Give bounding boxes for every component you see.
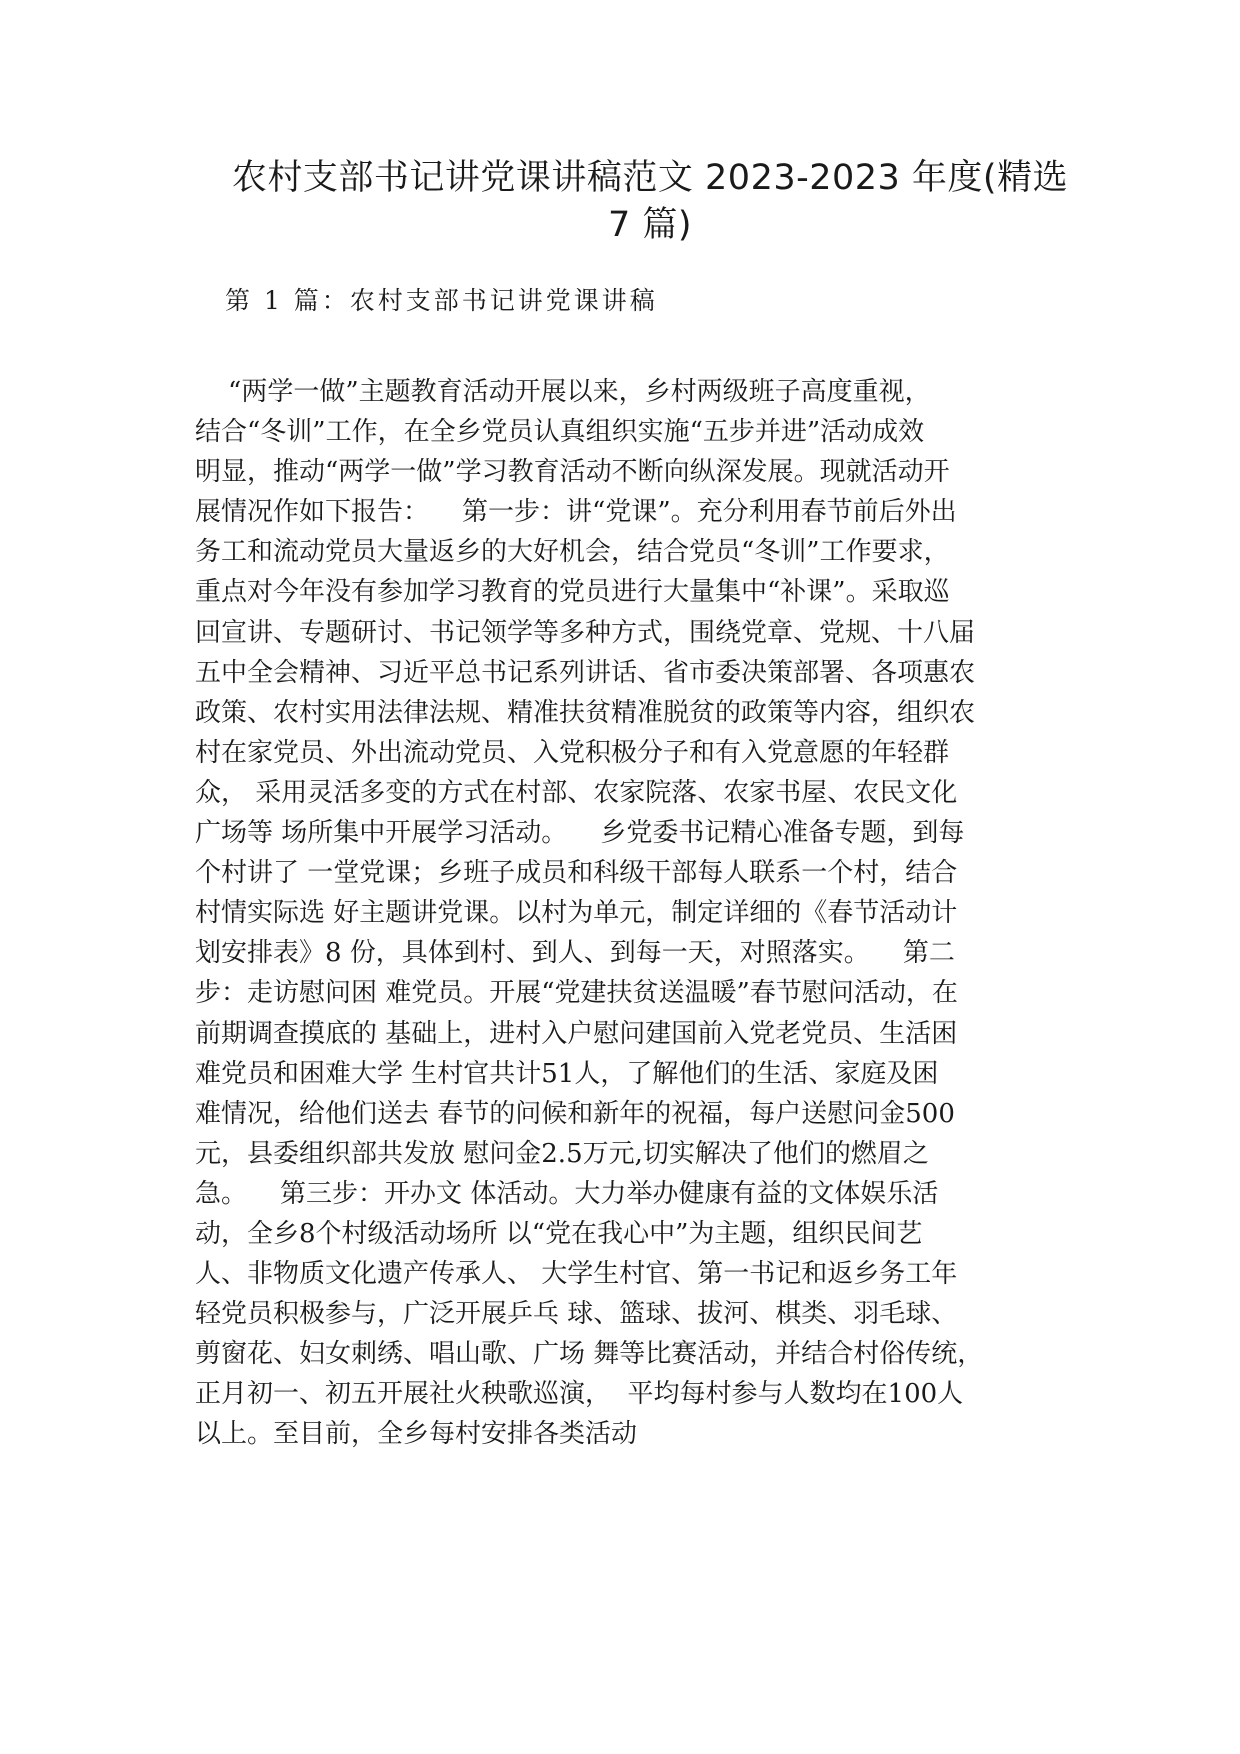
body-text-line: 正月初一、初五开展社火秧歌巡演， 平均每村参与人数均在100人 xyxy=(195,1379,964,1410)
body-text-line: 元，县委组织部共发放 慰问金2.5万元,切实解决了他们的燃眉之 xyxy=(195,1138,929,1169)
document-title-line: 农村支部书记讲党课讲稿范文 2023-2023 年度(精选 xyxy=(231,158,1069,198)
body-text-line: 众， 采用灵活多变的方式在村部、农家院落、农家书屋、农民文化 xyxy=(195,777,958,808)
body-text-line: 村情实际选 好主题讲党课。以村为单元，制定详细的《春节活动计 xyxy=(195,898,958,929)
body-text-line: 广场等 场所集中开展学习活动。 乡党委书记精心准备专题，到每 xyxy=(195,818,965,849)
body-text-line: 人、非物质文化遗产传承人、 大学生村官、第一书记和返乡务工年 xyxy=(195,1259,958,1290)
body-text-line: 划安排表》8 份，具体到村、到人、到每一天，对照落实。 第二 xyxy=(195,938,955,969)
body-text-line: 明显，推动“两学一做”学习教育活动不断向纵深发展。现就活动开 xyxy=(195,457,950,488)
body-text-line: 步：走访慰问困 难党员。开展“党建扶贫送温暖”春节慰问活动，在 xyxy=(195,978,958,1009)
body-text-line: 政策、农村实用法律法规、精准扶贫精准脱贫的政策等内容，组织农 xyxy=(195,697,976,728)
body-text-line: 难情况，给他们送去 春节的问候和新年的祝福，每户送慰问金500 xyxy=(195,1098,955,1129)
document-title-line: 7 篇) xyxy=(607,205,693,245)
body-text-line: 前期调查摸底的 基础上，进村入户慰问建国前入党老党员、生活困 xyxy=(195,1018,958,1049)
body-text-line: 轻党员积极参与，广泛开展乒乓 球、篮球、拔河、棋类、羽毛球、 xyxy=(195,1299,958,1330)
body-text-line: 个村讲了 一堂党课；乡班子成员和科级干部每人联系一个村，结合 xyxy=(195,858,958,889)
chapter-heading: 第 1 篇：农村支部书记讲党课讲稿 xyxy=(225,286,658,315)
body-text-line: 重点对今年没有参加学习教育的党员进行大量集中“补课”。采取巡 xyxy=(195,577,950,608)
body-text-line: 结合“冬训”工作，在全乡党员认真组织实施“五步并进”活动成效 xyxy=(195,417,925,448)
body-text-line: 回宣讲、专题研讨、书记领学等多种方式，围绕党章、党规、十八届 xyxy=(195,617,976,648)
body-text-line: 难党员和困难大学 生村官共计51人，了解他们的生活、家庭及困 xyxy=(195,1058,939,1089)
body-text-line: “两学一做”主题教育活动开展以来，乡村两级班子高度重视， xyxy=(195,377,931,407)
body-text-line: 村在家党员、外出流动党员、入党积极分子和有入党意愿的年轻群 xyxy=(195,737,950,768)
body-text-line: 急。 第三步：开办文 体活动。大力举办健康有益的文体娱乐活 xyxy=(195,1178,939,1209)
document-title xyxy=(230,155,1070,249)
body-text-line: 五中全会精神、习近平总书记系列讲话、省市委决策部署、各项惠农 xyxy=(195,657,976,688)
body-text-line: 展情况作如下报告： 第一步：讲“党课”。充分利用春节前后外出 xyxy=(195,497,957,528)
body-text-line: 务工和流动党员大量返乡的大好机会，结合党员“冬训”工作要求， xyxy=(195,537,950,568)
body-text-line: 以上。至目前，全乡每村安排各类活动 xyxy=(195,1419,638,1450)
body-paragraph xyxy=(195,372,1065,1455)
body-text-line: 剪窗花、妇女刺绣、唱山歌、广场 舞等比赛活动，并结合村俗传统， xyxy=(195,1339,984,1370)
body-text-line: 动，全乡8个村级活动场所 以“党在我心中”为主题，组织民间艺 xyxy=(195,1218,923,1249)
